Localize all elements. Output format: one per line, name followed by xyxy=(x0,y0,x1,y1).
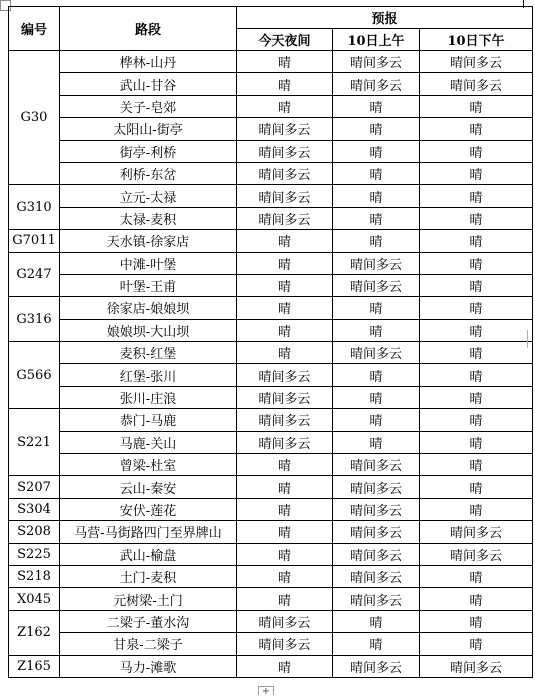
road-segment-cell: 关子-皂郊 xyxy=(60,95,237,117)
header-period-morning: 10日上午 xyxy=(333,29,420,51)
table-row xyxy=(9,252,533,274)
forecast-cell: 晴间多云 xyxy=(333,543,420,565)
forecast-cell: 晴间多云 xyxy=(333,73,420,95)
forecast-cell: 晴间多云 xyxy=(333,498,420,520)
road-segment-cell: 立元-太禄 xyxy=(60,185,237,207)
forecast-cell: 晴 xyxy=(237,319,333,341)
forecast-cell: 晴 xyxy=(420,454,533,476)
forecast-cell: 晴间多云 xyxy=(420,51,533,73)
forecast-cell: 晴 xyxy=(237,655,333,677)
forecast-cell: 晴 xyxy=(420,140,533,162)
forecast-cell: 晴 xyxy=(420,319,533,341)
table-row xyxy=(9,51,533,73)
forecast-cell: 晴 xyxy=(333,95,420,117)
forecast-cell: 晴间多云 xyxy=(237,386,333,408)
road-segment-cell: 土门-麦积 xyxy=(60,565,237,587)
forecast-cell: 晴间多云 xyxy=(420,521,533,543)
table-body xyxy=(9,51,533,678)
forecast-cell: 晴 xyxy=(333,386,420,408)
road-segment-cell: 桦林-山丹 xyxy=(60,51,237,73)
road-segment-cell: 安伏-莲花 xyxy=(60,498,237,520)
header-forecast: 预报 xyxy=(237,7,533,29)
forecast-cell: 晴 xyxy=(420,274,533,296)
forecast-cell: 晴间多云 xyxy=(333,274,420,296)
forecast-cell: 晴 xyxy=(420,565,533,587)
table-row xyxy=(9,476,533,498)
forecast-cell: 晴 xyxy=(420,364,533,386)
forecast-cell: 晴 xyxy=(333,297,420,319)
forecast-cell: 晴 xyxy=(420,476,533,498)
forecast-cell: 晴 xyxy=(333,610,420,632)
road-segment-cell: 马鹿-关山 xyxy=(60,431,237,453)
table-row xyxy=(9,297,533,319)
table-row xyxy=(9,543,533,565)
forecast-cell: 晴 xyxy=(237,230,333,252)
table-row xyxy=(9,409,533,431)
road-segment-cell: 太禄-麦积 xyxy=(60,207,237,229)
forecast-cell: 晴间多云 xyxy=(333,454,420,476)
forecast-cell: 晴间多云 xyxy=(420,655,533,677)
road-code-cell: X045 xyxy=(9,588,60,610)
road-segment-cell: 马营-马街路四门至界牌山 xyxy=(60,521,237,543)
forecast-cell: 晴 xyxy=(333,633,420,655)
forecast-cell: 晴 xyxy=(420,185,533,207)
forecast-cell: 晴 xyxy=(333,207,420,229)
road-code-cell: S218 xyxy=(9,565,60,587)
road-code-cell: S208 xyxy=(9,521,60,543)
table-row xyxy=(9,431,533,453)
forecast-cell: 晴 xyxy=(237,95,333,117)
forecast-cell: 晴 xyxy=(420,342,533,364)
table-row xyxy=(9,162,533,184)
road-segment-cell: 甘泉-二梁子 xyxy=(60,633,237,655)
road-segment-cell: 叶堡-王甫 xyxy=(60,274,237,296)
forecast-cell: 晴 xyxy=(237,252,333,274)
road-segment-cell: 云山-秦安 xyxy=(60,476,237,498)
forecast-cell: 晴 xyxy=(420,230,533,252)
road-segment-cell: 红堡-张川 xyxy=(60,364,237,386)
road-code-cell: Z165 xyxy=(9,655,60,677)
forecast-cell: 晴间多云 xyxy=(237,409,333,431)
table-row xyxy=(9,73,533,95)
forecast-cell: 晴间多云 xyxy=(237,185,333,207)
road-segment-cell: 二梁子-董水沟 xyxy=(60,610,237,632)
road-segment-cell: 马力-滩歌 xyxy=(60,655,237,677)
road-segment-cell: 张川-庄浪 xyxy=(60,386,237,408)
table-row xyxy=(9,274,533,296)
forecast-cell: 晴间多云 xyxy=(237,162,333,184)
forecast-cell: 晴间多云 xyxy=(333,521,420,543)
forecast-cell: 晴 xyxy=(237,454,333,476)
table-row xyxy=(9,319,533,341)
forecast-cell: 晴 xyxy=(420,409,533,431)
forecast-cell: 晴 xyxy=(333,185,420,207)
road-segment-cell: 太阳山-街亭 xyxy=(60,118,237,140)
forecast-cell: 晴 xyxy=(333,162,420,184)
add-row-button[interactable]: + xyxy=(258,686,274,695)
forecast-cell: 晴 xyxy=(237,498,333,520)
forecast-cell: 晴 xyxy=(333,364,420,386)
header-code: 编号 xyxy=(9,7,60,51)
forecast-cell: 晴间多云 xyxy=(420,73,533,95)
table-row xyxy=(9,342,533,364)
table-row xyxy=(9,610,533,632)
road-code-cell: G566 xyxy=(9,342,60,409)
road-code-cell: G310 xyxy=(9,185,60,230)
forecast-cell: 晴 xyxy=(237,588,333,610)
road-segment-cell: 娘娘坝-大山坝 xyxy=(60,319,237,341)
road-code-cell: Z162 xyxy=(9,610,60,655)
road-segment-cell: 天水镇-徐家店 xyxy=(60,230,237,252)
forecast-cell: 晴间多云 xyxy=(333,476,420,498)
forecast-cell: 晴间多云 xyxy=(237,633,333,655)
table-row xyxy=(9,498,533,520)
header-row-1 xyxy=(9,7,533,29)
forecast-cell: 晴 xyxy=(420,431,533,453)
table-row xyxy=(9,454,533,476)
table-row xyxy=(9,207,533,229)
header-segment: 路段 xyxy=(60,7,237,51)
forecast-cell: 晴 xyxy=(237,521,333,543)
road-segment-cell: 曾梁-杜室 xyxy=(60,454,237,476)
road-segment-cell: 恭门-马鹿 xyxy=(60,409,237,431)
forecast-cell: 晴 xyxy=(237,274,333,296)
road-segment-cell: 武山-甘谷 xyxy=(60,73,237,95)
forecast-cell: 晴 xyxy=(420,207,533,229)
table-row xyxy=(9,185,533,207)
road-segment-cell: 街亭-利桥 xyxy=(60,140,237,162)
scroll-marker xyxy=(527,330,534,348)
forecast-cell: 晴 xyxy=(420,162,533,184)
forecast-cell: 晴间多云 xyxy=(333,588,420,610)
road-segment-cell: 利桥-东岔 xyxy=(60,162,237,184)
table-row xyxy=(9,386,533,408)
table-row xyxy=(9,230,533,252)
road-code-cell: S225 xyxy=(9,543,60,565)
forecast-cell: 晴 xyxy=(237,476,333,498)
table-row xyxy=(9,95,533,117)
forecast-cell: 晴间多云 xyxy=(237,364,333,386)
forecast-cell: 晴间多云 xyxy=(333,342,420,364)
forecast-cell: 晴间多云 xyxy=(333,51,420,73)
forecast-cell: 晴间多云 xyxy=(237,118,333,140)
table-row xyxy=(9,633,533,655)
forecast-cell: 晴间多云 xyxy=(333,252,420,274)
road-code-cell: G7011 xyxy=(9,230,60,252)
forecast-cell: 晴间多云 xyxy=(237,610,333,632)
road-segment-cell: 元树梁-土门 xyxy=(60,588,237,610)
forecast-cell: 晴 xyxy=(420,633,533,655)
forecast-cell: 晴 xyxy=(333,118,420,140)
forecast-cell: 晴间多云 xyxy=(420,543,533,565)
road-code-cell: S221 xyxy=(9,409,60,476)
forecast-cell: 晴 xyxy=(237,73,333,95)
table-row xyxy=(9,364,533,386)
forecast-cell: 晴间多云 xyxy=(237,207,333,229)
table-row xyxy=(9,588,533,610)
road-code-cell: G247 xyxy=(9,252,60,297)
road-segment-cell: 徐家店-娘娘坝 xyxy=(60,297,237,319)
table-row xyxy=(9,118,533,140)
road-weather-forecast-table xyxy=(8,6,533,678)
header-period-afternoon: 10日下午 xyxy=(420,29,533,51)
road-code-cell: S207 xyxy=(9,476,60,498)
forecast-cell: 晴 xyxy=(420,610,533,632)
table-row xyxy=(9,655,533,677)
road-code-cell: G316 xyxy=(9,297,60,342)
forecast-cell: 晴 xyxy=(333,409,420,431)
forecast-cell: 晴 xyxy=(237,297,333,319)
forecast-cell: 晴 xyxy=(420,297,533,319)
forecast-cell: 晴间多云 xyxy=(237,431,333,453)
forecast-cell: 晴 xyxy=(333,230,420,252)
road-segment-cell: 武山-榆盘 xyxy=(60,543,237,565)
forecast-cell: 晴 xyxy=(237,543,333,565)
document-page xyxy=(8,6,533,678)
forecast-cell: 晴 xyxy=(420,252,533,274)
road-code-cell: S304 xyxy=(9,498,60,520)
forecast-cell: 晴 xyxy=(420,118,533,140)
table-row xyxy=(9,140,533,162)
forecast-cell: 晴 xyxy=(333,140,420,162)
road-code-cell: G30 xyxy=(9,51,60,185)
header-period-tonight: 今天夜间 xyxy=(237,29,333,51)
forecast-cell: 晴间多云 xyxy=(333,565,420,587)
table-row xyxy=(9,521,533,543)
road-segment-cell: 麦积-红堡 xyxy=(60,342,237,364)
forecast-cell: 晴 xyxy=(420,95,533,117)
forecast-cell: 晴 xyxy=(420,386,533,408)
forecast-cell: 晴间多云 xyxy=(237,140,333,162)
forecast-cell: 晴 xyxy=(420,498,533,520)
forecast-cell: 晴 xyxy=(333,319,420,341)
forecast-cell: 晴 xyxy=(237,565,333,587)
forecast-cell: 晴 xyxy=(237,51,333,73)
table-row xyxy=(9,565,533,587)
forecast-cell: 晴间多云 xyxy=(333,655,420,677)
forecast-cell: 晴 xyxy=(237,342,333,364)
forecast-cell: 晴 xyxy=(333,431,420,453)
road-segment-cell: 中滩-叶堡 xyxy=(60,252,237,274)
forecast-cell: 晴 xyxy=(420,588,533,610)
